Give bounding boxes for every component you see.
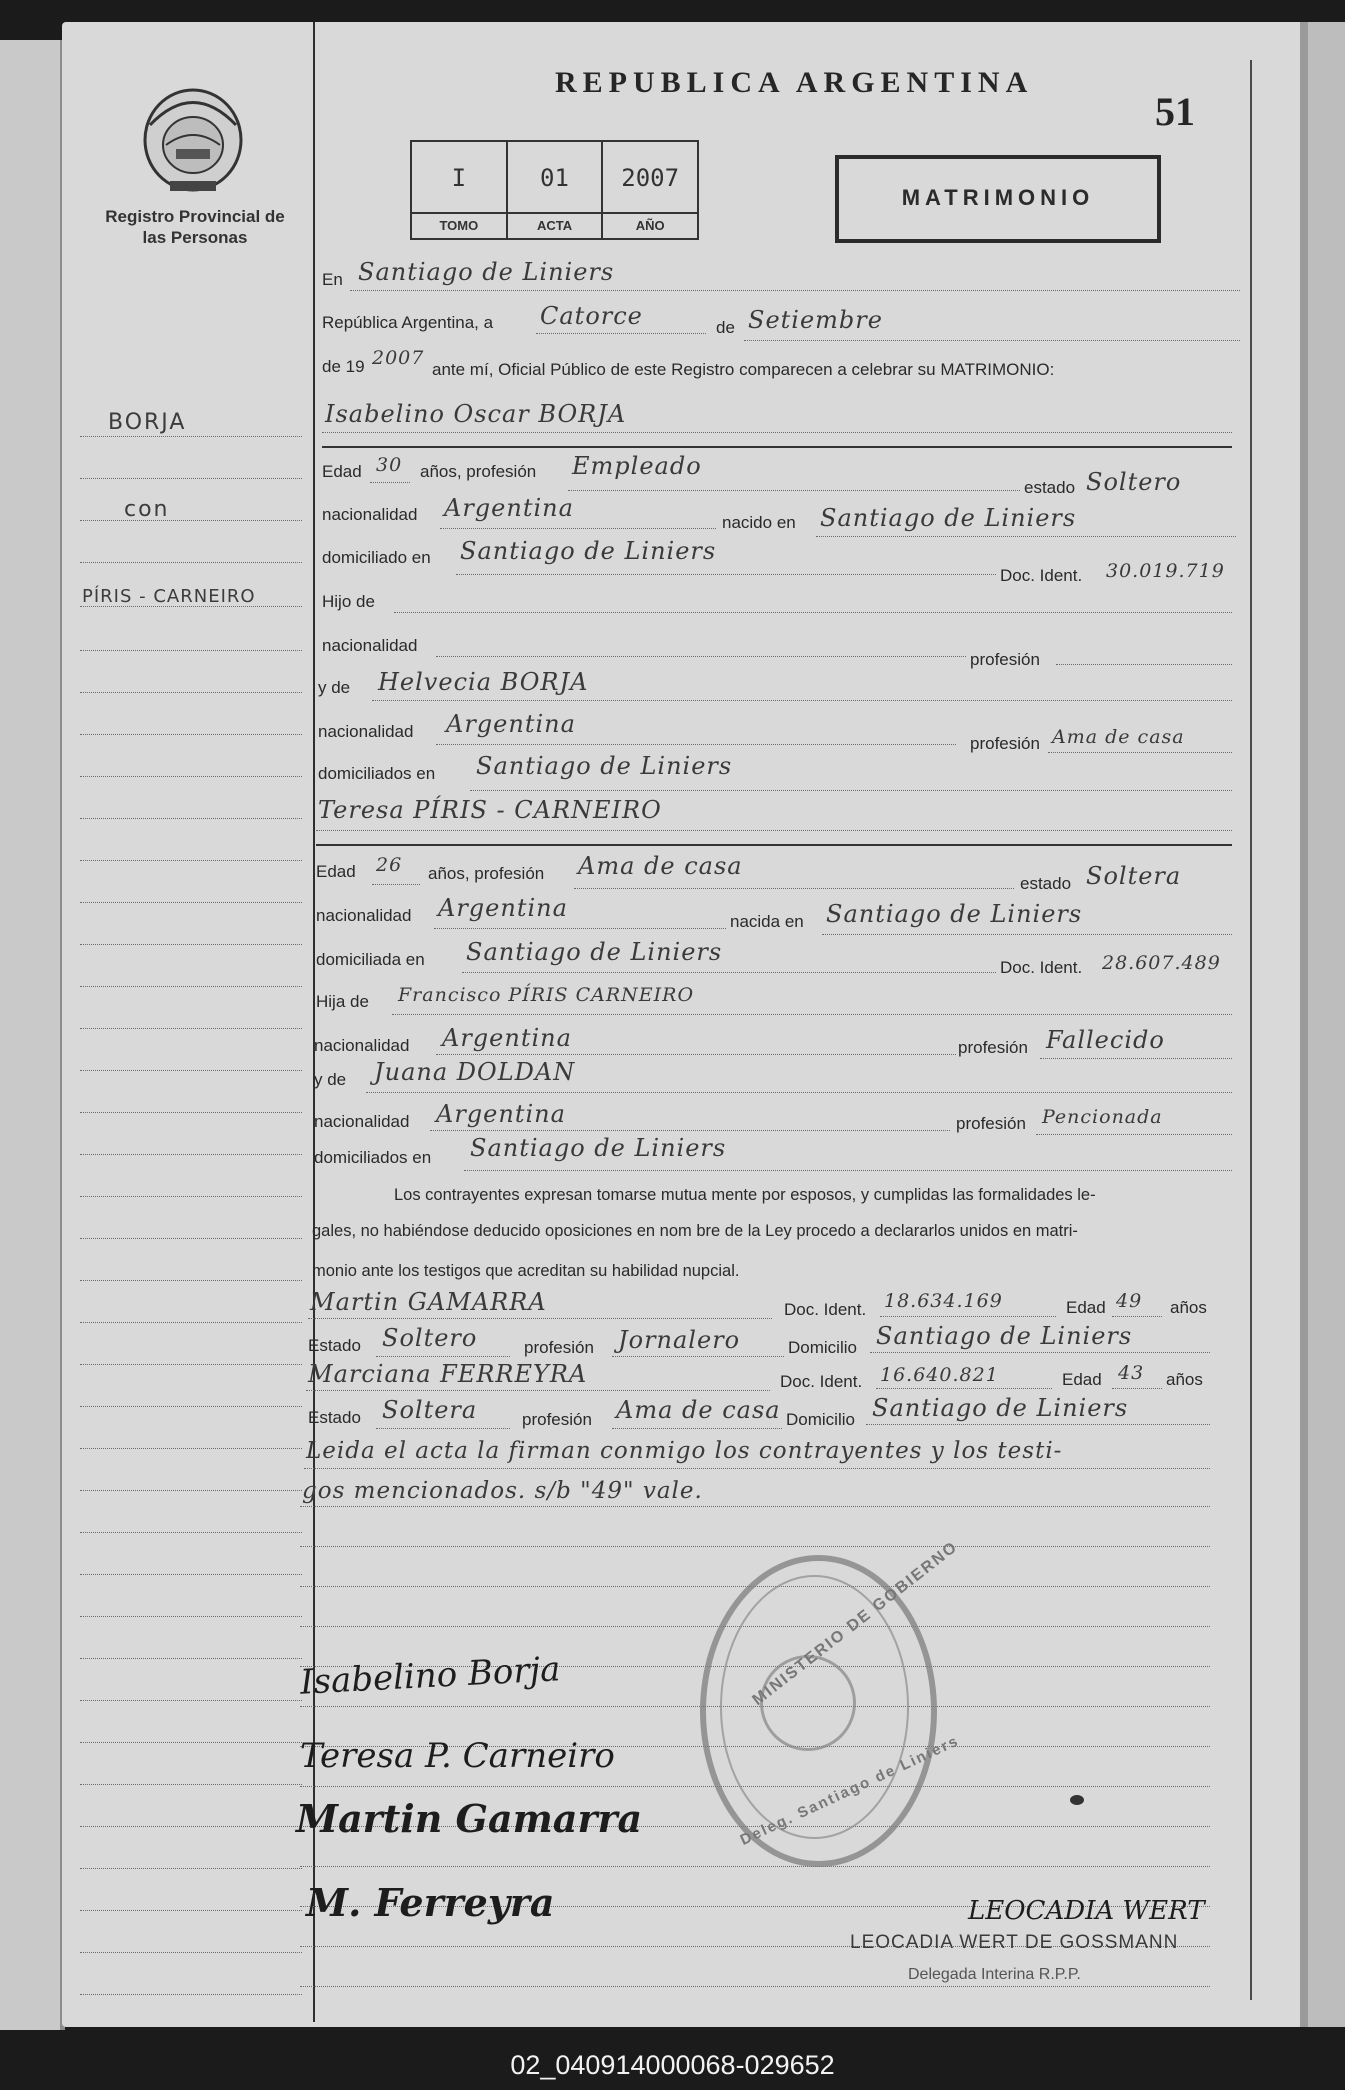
label-nacionalidad-1: nacionalidad xyxy=(322,505,418,524)
fill-line xyxy=(870,1352,1210,1353)
ano-value: 2007 xyxy=(621,164,680,192)
signature-testigo-2: M. Ferreyra xyxy=(306,1880,555,1925)
fill-line xyxy=(880,1316,1056,1317)
contrayente2-padre-profesion: Fallecido xyxy=(1046,1026,1165,1054)
country-heading: REPUBLICA ARGENTINA xyxy=(555,66,1034,99)
value-ano: 2007 xyxy=(372,347,425,369)
contrayente2-madre: Juana DOLDAN xyxy=(374,1058,576,1086)
testigo1-estado: Soltero xyxy=(382,1324,478,1352)
margin-line xyxy=(80,1868,302,1869)
margin-note-con: con xyxy=(124,497,170,522)
label-y-de-1: y de xyxy=(318,678,351,697)
fill-line xyxy=(308,1318,772,1319)
label-nacionalidad-5: nacionalidad xyxy=(314,1036,410,1055)
contrayente2-padre: Francisco PÍRIS CARNEIRO xyxy=(398,984,695,1006)
label-estado-2: estado xyxy=(1020,874,1072,893)
testigo2-edad: 43 xyxy=(1118,1362,1145,1384)
label-nacida-en: nacida en xyxy=(730,912,804,931)
fill-line xyxy=(300,1546,1210,1547)
value-mes: Setiembre xyxy=(748,306,883,334)
margin-line xyxy=(80,1574,302,1575)
contrayente2-madre-nacionalidad: Argentina xyxy=(436,1100,566,1128)
fill-line xyxy=(394,612,1232,613)
label-profesion-1: profesión xyxy=(970,650,1040,669)
fill-line xyxy=(866,1424,1210,1425)
fill-line xyxy=(536,333,706,334)
contrayente2-padre-nacionalidad: Argentina xyxy=(442,1024,572,1052)
coat-of-arms-icon xyxy=(140,85,246,195)
margin-line xyxy=(80,520,302,521)
label-domicilio-t2: Domicilio xyxy=(786,1410,855,1429)
label-edad-2: Edad xyxy=(316,862,356,881)
officer-title: Delegada Interina R.P.P. xyxy=(908,1966,1081,1983)
fill-line xyxy=(1048,752,1232,753)
margin-line xyxy=(80,650,302,651)
label-nacionalidad-4: nacionalidad xyxy=(316,906,412,925)
testigo2-profesion: Ama de casa xyxy=(616,1396,781,1424)
margin-line xyxy=(80,1196,302,1197)
fill-line xyxy=(300,1866,1210,1867)
fill-line xyxy=(462,972,996,973)
margin-line xyxy=(80,1952,302,1953)
label-y-de-2: y de xyxy=(314,1070,347,1089)
label-doc-t2: Doc. Ident. xyxy=(780,1372,863,1391)
signature-contrayente-2: Teresa P. Carneiro xyxy=(300,1736,615,1776)
fill-line xyxy=(456,574,996,575)
value-dia: Catorce xyxy=(540,302,643,330)
label-doc-1: Doc. Ident. xyxy=(1000,566,1083,585)
fill-line xyxy=(612,1428,782,1429)
contrayente1-doc: 30.019.719 xyxy=(1106,560,1225,582)
label-profesion-2: profesión xyxy=(970,734,1040,753)
margin-line xyxy=(80,1070,302,1071)
testigo1-nombre: Martin GAMARRA xyxy=(310,1288,547,1316)
testigo1-edad: 49 xyxy=(1116,1290,1143,1312)
section-rule xyxy=(316,844,1232,846)
fill-line xyxy=(1056,664,1232,665)
acta-value: 01 xyxy=(540,164,569,192)
label-profesion-t2: profesión xyxy=(522,1410,592,1429)
testigo2-nombre: Marciana FERREYRA xyxy=(308,1360,588,1388)
fill-line xyxy=(822,934,1232,935)
fill-line xyxy=(1112,1388,1162,1389)
label-profesion-4: profesión xyxy=(956,1114,1026,1133)
contrayente2-domicilio: Santiago de Liniers xyxy=(466,938,723,966)
label-domicilio-t1: Domicilio xyxy=(788,1338,857,1357)
fill-line xyxy=(574,888,1014,889)
fill-line xyxy=(376,1428,510,1429)
margin-line xyxy=(80,860,302,861)
label-edad-t1: Edad xyxy=(1066,1298,1106,1317)
margin-line xyxy=(80,986,302,987)
contrayente1-estado: Soltero xyxy=(1086,468,1182,496)
margin-line xyxy=(80,1784,302,1785)
margin-line xyxy=(80,1322,302,1323)
signature-officer: LEOCADIA WERT xyxy=(968,1896,1205,1926)
fill-line xyxy=(430,1130,950,1131)
officer-name: LEOCADIA WERT DE GOSSMANN xyxy=(850,1932,1179,1953)
fill-line xyxy=(322,432,1232,433)
margin-line xyxy=(80,1994,302,1995)
margin-line xyxy=(80,1532,302,1533)
act-type-box xyxy=(835,155,1161,243)
margin-line xyxy=(80,1280,302,1281)
fill-line xyxy=(436,1054,956,1055)
label-domiciliados-en-2: domiciliados en xyxy=(314,1148,432,1167)
testigo1-domicilio: Santiago de Liniers xyxy=(876,1322,1133,1350)
label-estado-1: estado xyxy=(1024,478,1076,497)
label-estado-t2: Estado xyxy=(308,1408,361,1427)
ano-label: AÑO xyxy=(603,212,697,238)
margin-line xyxy=(80,1406,302,1407)
contrayente2-estado: Soltera xyxy=(1086,862,1182,890)
stamp-text-top: MINISTERIO DE GOBIERNO xyxy=(749,1538,962,1709)
margin-line xyxy=(80,1112,302,1113)
label-nacionalidad-2: nacionalidad xyxy=(322,636,418,655)
fill-line xyxy=(470,790,1232,791)
fill-line xyxy=(816,536,1236,537)
label-anos-t1: años xyxy=(1170,1298,1207,1317)
label-domiciliada-en: domiciliada en xyxy=(316,950,425,969)
margin-line xyxy=(80,944,302,945)
fill-line xyxy=(568,490,1020,491)
acta-label: ACTA xyxy=(508,212,602,238)
fill-line xyxy=(1036,1134,1232,1135)
label-en: En xyxy=(322,270,343,289)
contrayente2-edad: 26 xyxy=(376,854,403,876)
tomo-cell xyxy=(412,142,508,238)
label-profesion-3: profesión xyxy=(958,1038,1028,1057)
margin-line xyxy=(80,562,302,563)
margin-line xyxy=(80,1448,302,1449)
declaration-line-2: gales, no habiéndose deducido oposiciones en nom bre de la Ley procedo a declararlos unidos en matri- xyxy=(312,1222,1078,1240)
tomo-acta-ano-table xyxy=(410,140,699,240)
margin-line xyxy=(80,1490,302,1491)
label-de-mes: de xyxy=(716,318,735,337)
label-de-year: de 19 xyxy=(322,357,365,376)
margin-note-surname-1: BORJA xyxy=(108,410,187,435)
fill-line xyxy=(316,830,1232,831)
fill-line xyxy=(350,290,1240,291)
testigo1-doc: 18.634.169 xyxy=(884,1290,1003,1312)
label-domiciliados-en-1: domiciliados en xyxy=(318,764,436,783)
margin-line xyxy=(80,818,302,819)
margin-rule xyxy=(313,22,315,2022)
stamp-text-bottom: Deleg. Santiago de Liniers xyxy=(737,1732,962,1849)
declaration-line-3: monio ante los testigos que acreditan su habilidad nupcial. xyxy=(312,1262,740,1280)
right-page-binding xyxy=(1300,22,1308,2027)
contrayente1-nacionalidad: Argentina xyxy=(444,494,574,522)
testigo1-profesion: Jornalero xyxy=(618,1326,741,1354)
label-anos-profesion-1: años, profesión xyxy=(420,462,537,481)
fill-line xyxy=(372,884,420,885)
fill-line xyxy=(876,1388,1052,1389)
contrayente2-nacida-en: Santiago de Liniers xyxy=(826,900,1083,928)
fill-line xyxy=(392,1014,1232,1015)
margin-line xyxy=(80,776,302,777)
label-republica: República Argentina, a xyxy=(322,313,494,332)
testigo2-estado: Soltera xyxy=(382,1396,478,1424)
fill-line xyxy=(436,744,956,745)
margin-note-surname-2: PÍRIS - CARNEIRO xyxy=(82,586,256,607)
contrayente1-profesion: Empleado xyxy=(572,452,702,480)
contrayente1-nombre: Isabelino Oscar BORJA xyxy=(325,400,627,428)
contrayente1-madre-nacionalidad: Argentina xyxy=(446,710,576,738)
testigo2-doc: 16.640.821 xyxy=(880,1364,999,1386)
contrayente1-madre: Helvecia BORJA xyxy=(378,668,589,696)
contrayente2-domiciliados-en: Santiago de Liniers xyxy=(470,1134,727,1162)
label-doc-t1: Doc. Ident. xyxy=(784,1300,867,1319)
label-anos-t2: años xyxy=(1166,1370,1203,1389)
fill-line xyxy=(464,1170,1232,1171)
left-page-fold xyxy=(0,40,64,2030)
contrayente1-domicilio: Santiago de Liniers xyxy=(460,537,717,565)
page-number: 51 xyxy=(1155,89,1195,134)
margin-line xyxy=(80,1364,302,1365)
margin-line xyxy=(80,1154,302,1155)
label-profesion-t1: profesión xyxy=(524,1338,594,1357)
label-ante-mi: ante mí, Oficial Público de este Registro comparecen a celebrar su MATRIMONIO: xyxy=(432,360,1055,379)
fill-line xyxy=(372,700,1232,701)
margin-line xyxy=(80,436,302,437)
contrayente2-nacionalidad: Argentina xyxy=(438,894,568,922)
signature-testigo-1: Martin Gamarra xyxy=(296,1796,643,1841)
contrayente2-nombre: Teresa PÍRIS - CARNEIRO xyxy=(318,796,662,824)
contrayente2-doc: 28.607.489 xyxy=(1102,952,1221,974)
contrayente1-edad: 30 xyxy=(376,454,403,476)
right-margin-rule xyxy=(1250,60,1252,2000)
margin-line xyxy=(80,1700,302,1701)
margin-line xyxy=(80,1658,302,1659)
margin-line xyxy=(80,1616,302,1617)
closing-line-1: Leida el acta la firman conmigo los contrayentes y los testi- xyxy=(306,1438,1063,1464)
fill-line xyxy=(436,656,966,657)
contrayente2-madre-profesion: Pencionada xyxy=(1042,1106,1163,1128)
margin-line xyxy=(80,478,302,479)
closing-line-2: gos mencionados. s/b "49" vale. xyxy=(302,1478,703,1504)
registry-name: Registro Provincial de las Personas xyxy=(105,207,285,247)
ano-cell xyxy=(603,142,697,238)
fill-line xyxy=(612,1356,784,1357)
act-type-label: MATRIMONIO xyxy=(901,185,1095,210)
label-nacionalidad-3: nacionalidad xyxy=(318,722,414,741)
fill-line xyxy=(304,1468,1210,1469)
fill-line xyxy=(1112,1316,1162,1317)
value-lugar: Santiago de Liniers xyxy=(358,258,615,286)
tomo-value: I xyxy=(451,164,467,192)
acta-cell xyxy=(508,142,604,238)
declaration-line-1: Los contrayentes expresan tomarse mutua mente por esposos, y cumplidas las formalidades le- xyxy=(394,1186,1096,1204)
label-domiciliado-en: domiciliado en xyxy=(322,548,431,567)
label-doc-2: Doc. Ident. xyxy=(1000,958,1083,977)
label-nacionalidad-6: nacionalidad xyxy=(314,1112,410,1131)
label-hija-de: Hija de xyxy=(316,992,369,1011)
label-nacido-en: nacido en xyxy=(722,513,796,532)
contrayente1-nacido-en: Santiago de Liniers xyxy=(820,504,1077,532)
fill-line xyxy=(306,1390,770,1391)
margin-line xyxy=(80,902,302,903)
label-estado-t1: Estado xyxy=(308,1336,361,1355)
register-sheet xyxy=(62,22,1317,2027)
section-rule xyxy=(322,446,1232,448)
fill-line xyxy=(434,928,726,929)
testigo2-domicilio: Santiago de Liniers xyxy=(872,1394,1129,1422)
margin-line xyxy=(80,1910,302,1911)
fill-line xyxy=(744,340,1240,341)
fill-line xyxy=(366,1092,1232,1093)
label-edad-1: Edad xyxy=(322,462,362,481)
margin-line xyxy=(80,1742,302,1743)
margin-line xyxy=(80,734,302,735)
fill-line xyxy=(300,1506,1210,1507)
document-id: 02_040914000068-029652 xyxy=(510,2050,835,2080)
margin-line xyxy=(80,1028,302,1029)
fill-line xyxy=(300,1986,1210,1987)
margin-line xyxy=(80,1826,302,1827)
label-edad-t2: Edad xyxy=(1062,1370,1102,1389)
fill-line xyxy=(370,482,410,483)
fill-line xyxy=(1040,1058,1232,1059)
label-anos-profesion-2: años, profesión xyxy=(428,864,545,883)
signature-contrayente-1: Isabelino Borja xyxy=(299,1649,562,1703)
tomo-label: TOMO xyxy=(412,212,506,238)
contrayente2-profesion: Ama de casa xyxy=(578,852,743,880)
label-hijo-de: Hijo de xyxy=(322,592,375,611)
ink-mark xyxy=(1070,1795,1084,1805)
margin-line xyxy=(80,692,302,693)
fill-line xyxy=(440,528,716,529)
fill-line xyxy=(376,1356,510,1357)
margin-line xyxy=(80,1238,302,1239)
contrayente1-domiciliados-en: Santiago de Liniers xyxy=(476,752,733,780)
contrayente1-madre-profesion: Ama de casa xyxy=(1052,726,1185,748)
